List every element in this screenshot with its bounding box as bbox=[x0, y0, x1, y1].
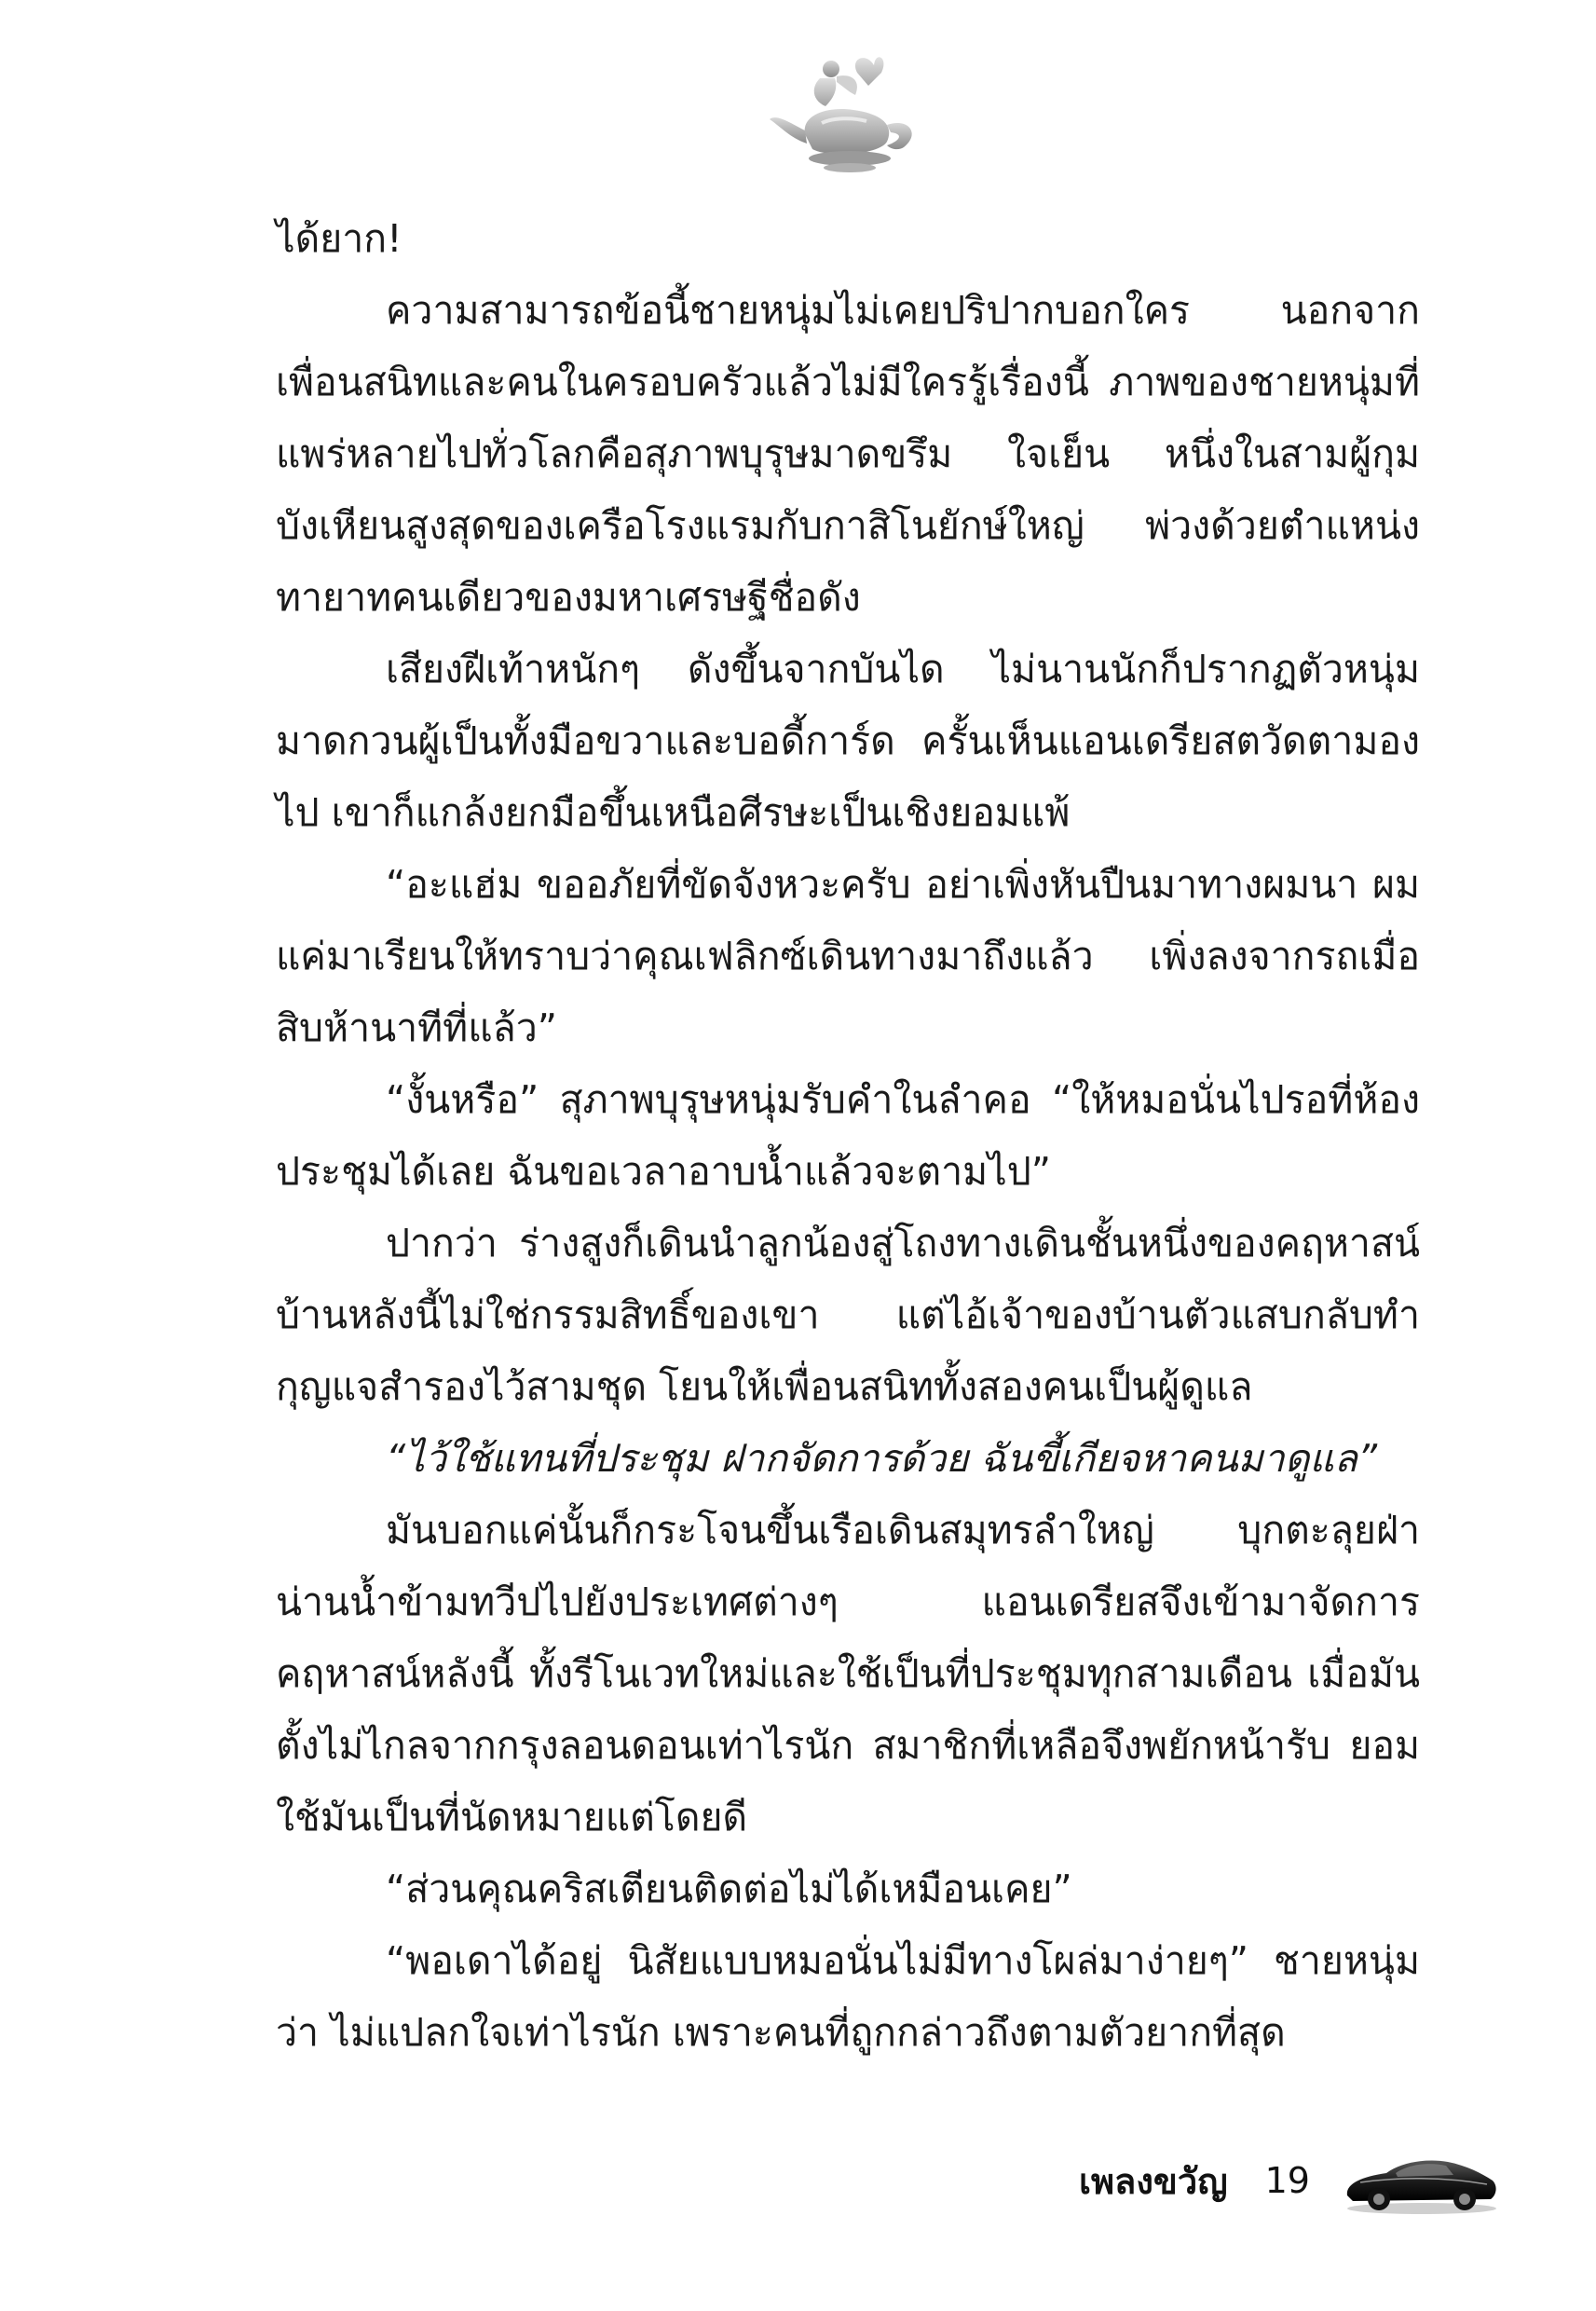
book-title: เพลงขวัญ bbox=[1079, 2160, 1228, 2202]
paragraph: เสียงฝีเท้าหนักๆ ดังขึ้นจากบันได ไม่นานนักก็ปรากฏตัวหนุ่มมาดกวนผู้เป็นทั้งมือขวาและบอดี้การ์ด ครั้นเห็นแอนเดรียสตวัดตามองไป เขาก็แกล้งยกมือขึ้นเหนือศีรษะเป็นเชิงยอมแพ้ bbox=[276, 647, 1420, 835]
paragraph: มันบอกแค่นั้นก็กระโจนขึ้นเรือเดินสมุทรลำใหญ่ บุกตะลุยฝ่าน่านน้ำข้ามทวีปไปยังประเทศต่างๆ แอนเดรียสจึงเข้ามาจัดการคฤหาสน์หลังนี้ ทั้งรีโนเวทใหม่และใช้เป็นที่ประชุมทุกสามเดือน เมื่อมันตั้งไม่ไกลจากกรุงลอนดอนเท่าไรนัก สมาชิกที่เหลือจึงพยักหน้ารับ ยอมใช้มันเป็นที่นัดหมายแต่โดยดี bbox=[276, 1508, 1420, 1839]
sports-car-icon bbox=[1342, 2143, 1500, 2218]
teapot-ornament-icon bbox=[764, 45, 932, 175]
page-number: 19 bbox=[1264, 2160, 1310, 2201]
paragraph: ปากว่า ร่างสูงก็เดินนำลูกน้องสู่โถงทางเดินชั้นหนึ่งของคฤหาสน์ บ้านหลังนี้ไม่ใช่กรรมสิทธิ์ของเขา แต่ไอ้เจ้าของบ้านตัวแสบกลับทำกุญแจสำรองไว้สามชุด โยนให้เพื่อนสนิททั้งสองคนเป็นผู้ดูแล bbox=[276, 1221, 1420, 1409]
paragraph: “อะแฮ่ม ขออภัยที่ขัดจังหวะครับ อย่าเพิ่งหันปืนมาทางผมนา ผมแค่มาเรียนให้ทราบว่าคุณเฟลิกซ์เดินทางมาถึงแล้ว เพิ่งลงจากรถเมื่อสิบห้านาทีที่แล้ว” bbox=[276, 862, 1420, 1050]
paragraph: “พอเดาได้อยู่ นิสัยแบบหมอนั่นไม่มีทางโผล่มาง่ายๆ” ชายหนุ่มว่า ไม่แปลกใจเท่าไรนัก เพราะคนที่ถูกกล่าวถึงตามตัวยากที่สุด bbox=[276, 1938, 1420, 2055]
paragraph: ได้ยาก! bbox=[276, 216, 402, 261]
paragraph: ความสามารถข้อนี้ชายหนุ่มไม่เคยปริปากบอกใคร นอกจากเพื่อนสนิทและคนในครอบครัวแล้วไม่มีใครรู้เรื่องนี้ ภาพของชายหนุ่มที่แพร่หลายไปทั่วโลกคือสุภาพบุรุษมาดขรึม ใจเย็น หนึ่งในสามผู้กุมบังเหียนสูงสุดของเครือโรงแรมกับกาสิโนยักษ์ใหญ่ พ่วงด้วยตำแหน่งทายาทคนเดียวของมหาเศรษฐีชื่อดัง bbox=[276, 288, 1420, 620]
paragraph: “ไว้ใช้แทนที่ประชุม ฝากจัดการด้วย ฉันขี้เกียจหาคนมาดูแล” bbox=[386, 1436, 1378, 1481]
paragraph: “งั้นหรือ” สุภาพบุรุษหนุ่มรับคำในลำคอ “ให้หมอนั่นไปรอที่ห้องประชุมได้เลย ฉันขอเวลาอาบน้ำแล้วจะตามไป” bbox=[276, 1077, 1420, 1194]
body-text bbox=[276, 203, 1420, 2069]
paragraph: “ส่วนคุณคริสเตียนติดต่อไม่ได้เหมือนเคย” bbox=[386, 1867, 1072, 1911]
page-footer bbox=[1071, 2143, 1556, 2218]
